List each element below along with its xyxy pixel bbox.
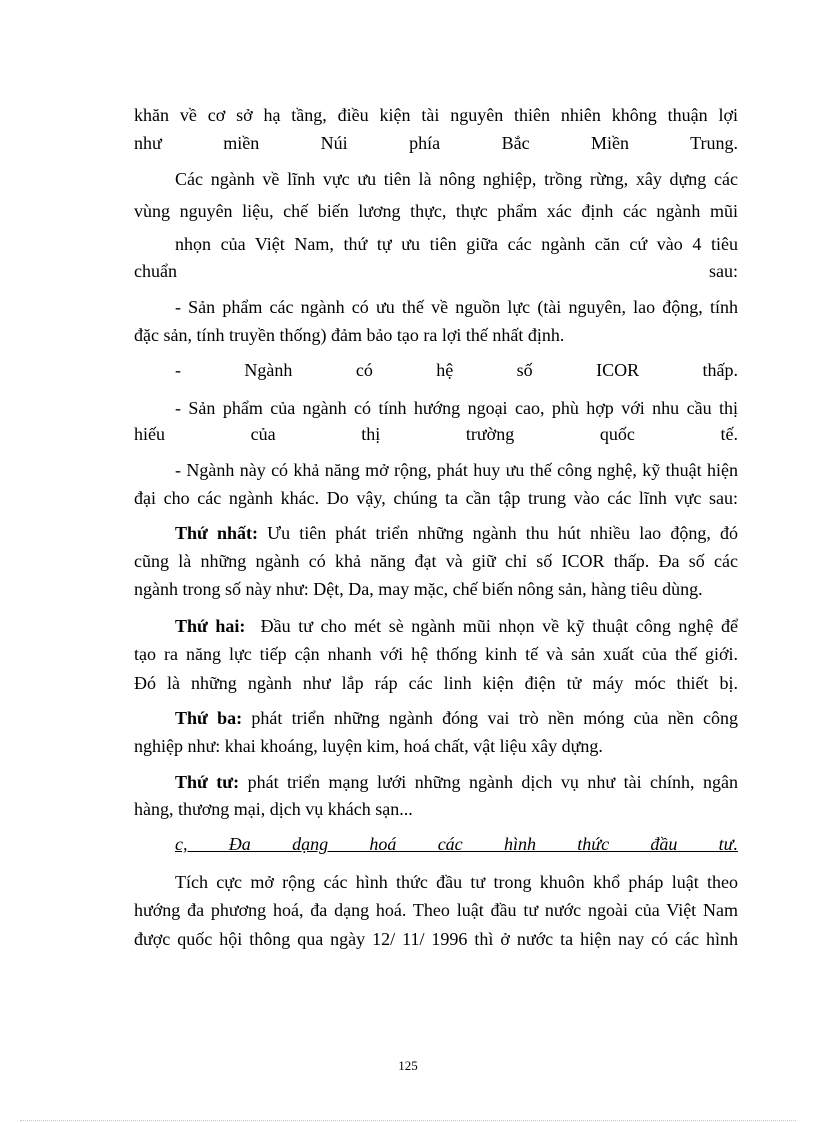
paragraph-line: cũng là những ngành có khả năng đạt và giữ chỉ số ICOR thấp. Đa số các xyxy=(134,551,738,571)
label-fourth: Thứ tư: xyxy=(175,772,240,792)
paragraph-line: Thứ nhất: Ưu tiên phát triển những ngành thu hút nhiều lao động, đó xyxy=(175,523,738,543)
paragraph-line: chuẩn sau: xyxy=(134,261,738,281)
label-third: Thứ ba: xyxy=(175,708,243,728)
paragraph-line: Thứ ba: phát triển những ngành đóng vai trò nền móng của nền công xyxy=(175,708,739,728)
paragraph-line: hàng, thương mại, dịch vụ khách sạn... xyxy=(134,799,413,819)
paragraph-line: nghiệp như: khai khoáng, luyện kim, hoá chất, vật liệu xây dựng. xyxy=(134,736,603,756)
label-second: Thứ hai: xyxy=(175,616,246,636)
paragraph-line: nhọn của Việt Nam, thứ tự ưu tiên giữa các ngành căn cứ vào 4 tiêu xyxy=(175,234,738,254)
list-item-line: - Sản phẩm các ngành có ưu thế về nguồn lực (tài nguyên, lao động, tính xyxy=(175,297,738,317)
list-item-line: - Ngành có hệ số ICOR thấp. xyxy=(175,360,738,380)
list-item-line: đại cho các ngành khác. Do vậy, chúng ta cần tập trung vào các lĩnh vực sau: xyxy=(134,488,738,508)
label-first: Thứ nhất: xyxy=(175,523,258,543)
paragraph-line: Đó là những ngành như lắp ráp các linh kiện điện tử máy móc thiết bị. xyxy=(134,673,738,693)
paragraph-line: tạo ra năng lực tiếp cận nhanh với hệ thống kinh tế và sản xuất của thế giới. xyxy=(134,644,738,664)
paragraph-line: khăn về cơ sở hạ tầng, điều kiện tài nguyên thiên nhiên không thuận lợi xyxy=(134,105,738,125)
list-item-line: đặc sản, tính truyền thống) đảm bảo tạo ra lợi thế nhất định. xyxy=(134,325,565,345)
page-bottom-border xyxy=(20,1120,796,1121)
list-item-line: - Sản phẩm của ngành có tính hướng ngoại cao, phù hợp với nhu cầu thị xyxy=(175,398,738,418)
paragraph-line: hướng đa phương hoá, đa dạng hoá. Theo luật đầu tư nước ngoài của Việt Nam xyxy=(134,900,738,920)
paragraph-line: ngành trong số này như: Dệt, Da, may mặc, chế biến nông sản, hàng tiêu dùng. xyxy=(134,579,703,599)
paragraph-line: được quốc hội thông qua ngày 12/ 11/ 1996 thì ở nước ta hiện nay có các hình xyxy=(134,929,738,949)
section-heading: c, Đa dạng hoá các hình thức đầu tư. xyxy=(175,834,738,854)
page-number: 125 xyxy=(398,1058,418,1073)
paragraph-line: Thứ tư: phát triển mạng lưới những ngành dịch vụ như tài chính, ngân xyxy=(175,772,739,792)
paragraph-line: như miền Núi phía Bắc Miền Trung. xyxy=(134,133,738,153)
paragraph-line: Thứ hai: Đầu tư cho mét sè ngành mũi nhọn về kỹ thuật công nghệ để xyxy=(175,616,738,636)
paragraph-line: Các ngành về lĩnh vực ưu tiên là nông nghiệp, trồng rừng, xây dựng các xyxy=(175,169,738,189)
paragraph-line: Tích cực mở rộng các hình thức đầu tư trong khuôn khổ pháp luật theo xyxy=(175,872,738,892)
paragraph-line: vùng nguyên liệu, chế biến lương thực, thực phẩm xác định các ngành mũi xyxy=(134,201,738,221)
list-item-line: - Ngành này có khả năng mở rộng, phát huy ưu thế công nghệ, kỹ thuật hiện xyxy=(175,460,738,480)
list-item-line: hiếu của thị trường quốc tế. xyxy=(134,424,738,444)
